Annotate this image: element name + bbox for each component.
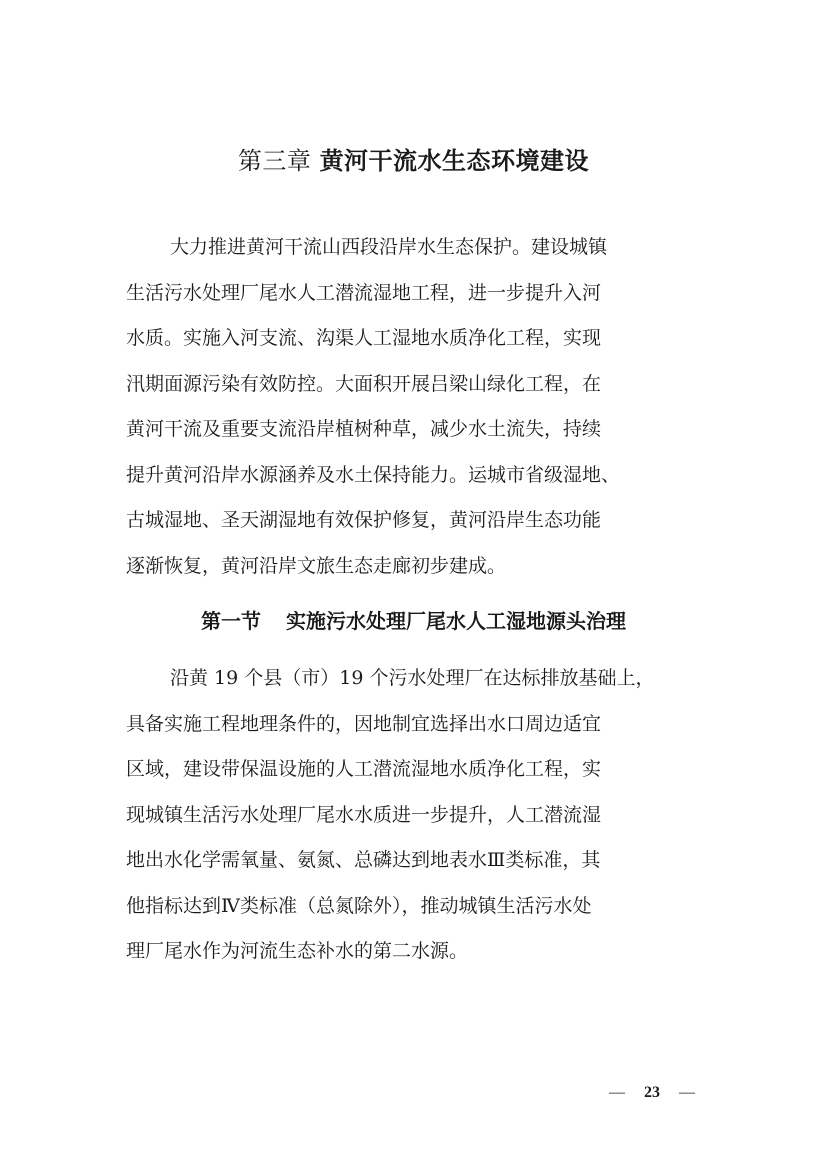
- paragraph-line: 理厂尾水作为河流生态补水的第二水源。: [126, 940, 469, 962]
- page-number: 23: [644, 1084, 660, 1101]
- paragraph-line: 水质。实施入河支流、沟渠人工湿地水质净化工程，实现: [126, 327, 602, 349]
- page-number-footer: [606, 1081, 698, 1105]
- chapter-title: [0, 143, 827, 179]
- paragraph-line: 地出水化学需氧量、氨氮、总磷达到地表水Ⅲ类标准，其: [126, 849, 601, 871]
- section-number: 第一节: [201, 609, 262, 633]
- paragraph-line: 现城镇生活污水处理厂尾水水质进一步提升，人工潜流湿: [126, 803, 602, 826]
- paragraph-line: 黄河干流及重要支流沿岸植树种草，减少水土流失，持续: [126, 418, 602, 440]
- paragraph-line: 生活污水处理厂尾水人工潜流湿地工程，进一步提升入河: [126, 281, 602, 304]
- section-title-text: 实施污水处理厂尾水人工湿地源头治理: [285, 609, 626, 633]
- section-title: [0, 603, 827, 639]
- paragraph-line: 提升黄河沿岸水源涵养及水土保持能力。运城市省级湿地、: [126, 463, 621, 486]
- chapter-number: 第三章: [237, 147, 312, 175]
- paragraph-line: 逐渐恢复，黄河沿岸文旅生态走廊初步建成。: [126, 554, 507, 577]
- section-paragraph: [126, 656, 686, 975]
- paragraph-line: 汛期面源污染有效防控。大面积开展吕梁山绿化工程，在: [126, 372, 602, 395]
- paragraph-line: 他指标达到Ⅳ类标准（总氮除外），推动城镇生活污水处: [126, 894, 592, 917]
- paragraph-line: 沿黄 19 个县（市）19 个污水处理厂在达标排放基础上，: [170, 667, 655, 689]
- paragraph-line: 具备实施工程地理条件的，因地制宜选择出水口周边适宜: [126, 712, 602, 735]
- page-number-dash-left: —: [609, 1084, 625, 1101]
- intro-paragraph: [126, 225, 686, 589]
- chapter-title-text: 黄河干流水生态环境建设: [319, 146, 590, 175]
- paragraph-line: 区域，建设带保温设施的人工潜流湿地水质净化工程，实: [126, 758, 602, 780]
- page-number-dash-right: —: [679, 1084, 695, 1101]
- paragraph-line: 大力推进黄河干流山西段沿岸水生态保护。建设城镇: [170, 236, 608, 258]
- paragraph-line: 古城湿地、圣天湖湿地有效保护修复，黄河沿岸生态功能: [126, 509, 602, 531]
